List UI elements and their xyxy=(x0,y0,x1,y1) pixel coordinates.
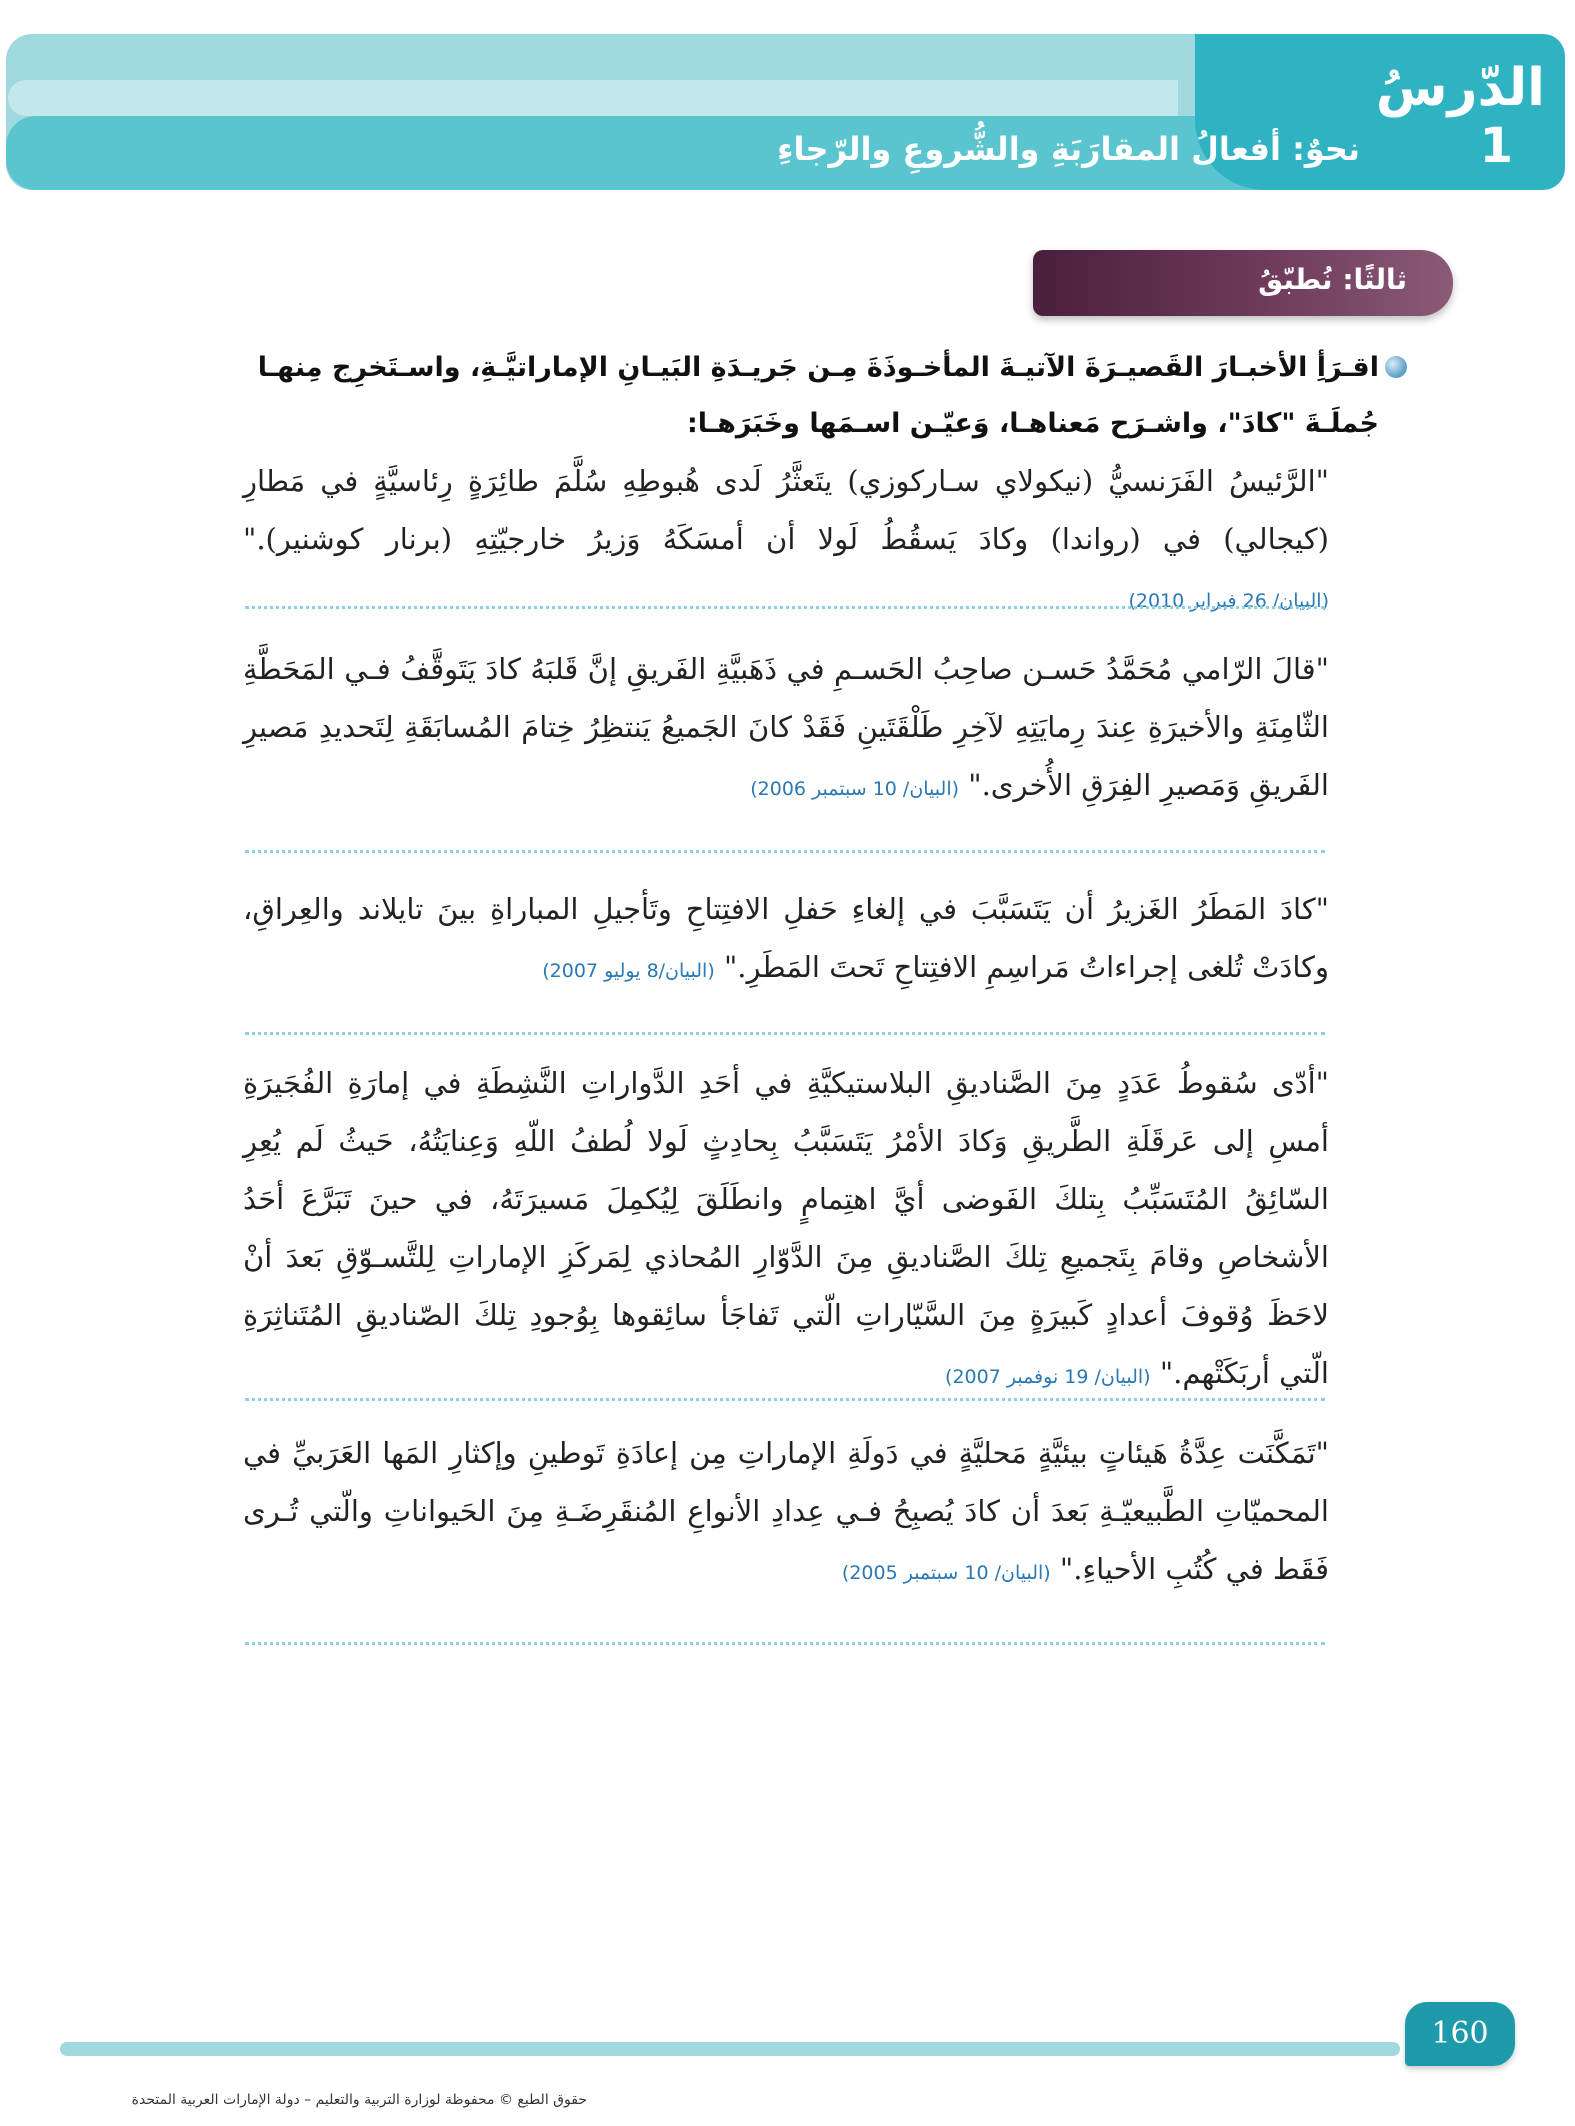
footer-bar xyxy=(60,2042,1400,2056)
header-banner-stripe xyxy=(8,80,1178,116)
passage-3 xyxy=(243,880,1329,1000)
passage-source: (البيان/ 19 نوفمبر 2007) xyxy=(945,1366,1151,1388)
passage-text: "قالَ الرّامي مُحَمَّدُ حَسـن صاحِبُ الحَسـمِ في ذَهَبيَّةِ الفَريقِ إنَّ قَلبَهُ كادَ يَتَوقَّفُ فـي المَحَطَّةِ الثّامِنَةِ والأخيرَةِ عِندَ رِمايَتِهِ لآخِرِ طَلْقَتَينِ فَقَدْ كانَ الجَميعُ يَنتظِرُ خِتامَ المُسابَقَةِ لِتَحديدِ مَصيرِ الفَريقِ وَمَصيرِ الفِرَقِ الأُخرى." xyxy=(243,652,1329,802)
bullet-icon xyxy=(1385,356,1407,378)
lesson-label: الدّرسُ xyxy=(1375,58,1545,118)
answer-line xyxy=(245,850,1325,853)
answer-line xyxy=(245,606,1325,609)
passage-5 xyxy=(243,1424,1329,1602)
section-title: ثالثًا: نُطبّقُ xyxy=(1258,263,1407,296)
copyright-text: حقوق الطبع © محفوظة لوزارة التربية والتعليم – دولة الإمارات العربية المتحدة xyxy=(131,2092,587,2108)
page-number-badge xyxy=(1405,2002,1515,2066)
passage-source: (البيان/ 10 سبتمبر 2006) xyxy=(750,778,960,800)
answer-line xyxy=(245,1398,1325,1401)
page-number: 160 xyxy=(1431,2016,1489,2051)
instruction-text: اقـرَأِ الأخبـارَ القَصيـرَةَ الآتيـةَ المأخـوذَةَ مِـن جَريـدَةِ البَيـانِ الإماراتيَّـةِ، واسـتَخرِج مِنهـا جُملَـةَ "كادَ"، واشـرَح مَعناهـا، وَعيّـن اسـمَها وخَبَرَهـا: xyxy=(257,352,1379,439)
passage-text: "أدّى سُقوطُ عَدَدٍ مِنَ الصَّناديقِ البلاستيكيَّةِ في أحَدِ الدَّواراتِ النَّشِطَةِ في إمارَةِ الفُجَيرَةِ أمسِ إلى عَرقَلَةِ الطَّريقِ وَكادَ الأمْرُ يَتَسَبَّبُ بِحادِثٍ لَولا لُطفُ اللّهِ وَعِنايَتُهُ، حَيثُ لَم يُعِرِ السّائِقُ المُتَسَبِّبُ بِتلكَ الفَوضى أيَّ اهتِمامٍ وانطَلَقَ لِيُكمِلَ مَسيرَتَهُ، في حينَ تَبَرَّعَ أحَدُ الأشخاصِ وقامَ بِتَجميعِ تِلكَ الصَّناديقِ مِنَ الدَّوّارِ المُحاذي لِمَركَزِ الإماراتِ لِلتَّسـوّقِ بَعدَ أنْ لاحَظَ وُقوفَ أعدادٍ كَبيرَةٍ مِنَ السَّيّاراتِ الّتي تَفاجَأ سائِقوها بِوُجودِ تِلكَ الصّناديقِ المُتَناثِرَةِ الّتي أربَكَتْهم." xyxy=(243,1066,1329,1390)
passage-4 xyxy=(243,1054,1329,1406)
passage-text: "الرَّئيسُ الفَرَنسيُّ (نيكولاي سـاركوزي) يتَعثَّرُ لَدى هُبوطِهِ سُلَّمَ طائِرَةٍ رِئاسيَّةٍ في مَطارِ (كيجالي) في (رواندا) وكادَ يَسقُطُ لَولا أن أمسَكَهُ وَزيرُ خارجيّتِهِ (برنار كوشنير)." xyxy=(243,464,1329,556)
lesson-subtitle: نحوٌ: أفعالُ المقارَبَةِ والشُّروعِ والرّجاءِ xyxy=(777,130,1360,168)
passage-text: "تَمَكَّنَت عِدَّةُ هَيئاتٍ بيئيَّةٍ مَحليَّةٍ في دَولَةِ الإماراتِ مِن إعادَةِ تَوطينِ وإكثارِ المَها العَرَبيِّ في المحميّاتِ الطَّبيعيّـةِ بَعدَ أن كادَ يُصبِحُ فـي عِدادِ الأنواعِ المُنقَرِضَـةِ مِنَ الحَيواناتِ والّتي تُـرى فَقَط في كُتُبِ الأحياءِ." xyxy=(243,1436,1329,1586)
passage-2 xyxy=(243,640,1329,818)
passage-source: (البيان/ 10 سبتمبر 2005) xyxy=(841,1562,1051,1584)
answer-line xyxy=(245,1032,1325,1035)
section-tab xyxy=(1033,250,1453,316)
passage-source: (البيان/8 يوليو 2007) xyxy=(542,960,715,982)
passage-1 xyxy=(243,452,1329,630)
passage-source: (البيان/ 26 فبراير 2010) xyxy=(1128,590,1329,612)
passage-text: "كادَ المَطَرُ الغَزيرُ أن يَتَسَبَّبَ في إلغاءِ حَفلِ الافتِتاحِ وتَأجيلِ المباراةِ بينَ تايلاند والعِراقِ، وكادَتْ تُلغى إجراءاتُ مَراسِمِ الافتِتاحِ تَحتَ المَطَرِ." xyxy=(243,892,1329,984)
answer-line xyxy=(245,1642,1325,1645)
lesson-number: 1 xyxy=(1479,118,1513,174)
